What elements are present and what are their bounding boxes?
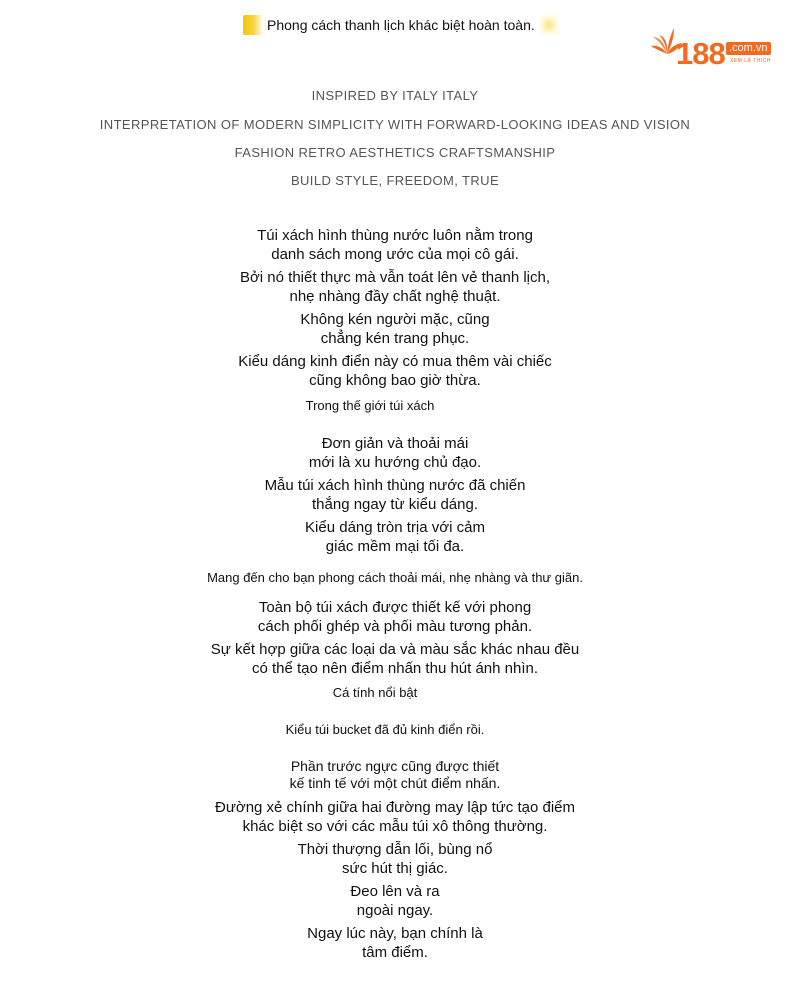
yellow-highlight-left (243, 15, 263, 35)
paragraph-line: Bởi nó thiết thực mà vẫn toát lên vẻ thanh lịch, (239, 269, 551, 286)
paragraph-line: Mẫu túi xách hình thùng nước đã chiến (264, 477, 526, 494)
paragraph-line: Đường xẻ chính giữa hai đường may lập tức tạo điểm (214, 799, 575, 816)
paragraph-line: Đeo lên và ra (350, 883, 440, 900)
paragraph-line: cũng không bao giờ thừa. (309, 372, 481, 389)
paragraph (0, 640, 790, 678)
subheading (0, 569, 790, 586)
paragraph-line: tâm điểm. (362, 944, 428, 961)
paragraph (0, 924, 790, 962)
subheading-text: Mang đến cho bạn phong cách thoải mái, nhẹ nhàng và thư giãn. (207, 570, 583, 585)
subheading-text: Trong thế giới túi xách (305, 398, 435, 413)
subheading-text: Cá tính nổi bật (332, 685, 418, 700)
paragraph-line: Kiểu dáng kinh điển này có mua thêm vài chiếc (238, 353, 552, 370)
paragraph-line: giác mềm mại tối đa. (325, 538, 465, 555)
paragraph (0, 840, 790, 878)
paragraph-line: danh sách mong ước của mọi cô gái. (271, 246, 519, 263)
paragraph-line: Toàn bộ túi xách được thiết kế với phong (258, 599, 532, 616)
paragraph-line: có thể tạo nên điểm nhấn thu hút ánh nhìn. (251, 660, 539, 677)
logo-domain: .com.vn (726, 42, 771, 55)
paragraph-line: nhẹ nhàng đầy chất nghệ thuật. (289, 288, 501, 305)
subheading (0, 397, 790, 414)
paragraph-line: sức hút thị giác. (342, 860, 448, 877)
subheading (0, 684, 790, 701)
paragraph (0, 598, 790, 636)
subheading-text: Kiểu túi bucket đã đủ kinh điển rồi. (285, 722, 485, 737)
subheading (0, 721, 790, 738)
paragraph-line: Đơn giản và thoải mái (321, 435, 469, 452)
logo-number: 188 (676, 36, 725, 71)
paragraph-line: Thời thượng dẫn lối, bùng nổ (297, 841, 493, 858)
headline (243, 14, 559, 36)
yellow-highlight-right (539, 15, 559, 35)
paragraph (0, 226, 790, 264)
paragraph (0, 476, 790, 514)
headline-text: Phong cách thanh lịch khác biệt hoàn toàn. (267, 17, 535, 33)
inspired-line-1: INSPIRED BY ITALY ITALY (311, 88, 479, 103)
paragraph-line: Phần trước ngực cũng được thiết (290, 758, 500, 774)
logo-188 (650, 22, 785, 72)
paragraph-line: Kiểu dáng tròn trịa với cảm (305, 519, 485, 536)
paragraph (0, 518, 790, 556)
paragraph-line: Không kén người mặc, cũng (300, 311, 490, 328)
paragraph-line: Ngay lúc này, bạn chính là (307, 925, 483, 942)
inspired-line-3: FASHION RETRO AESTHETICS CRAFTSMANSHIP (234, 145, 556, 160)
paragraph-line: ngoài ngay. (356, 902, 434, 919)
paragraph-line: mới là xu hướng chủ đạo. (308, 454, 482, 471)
inspired-line-2: INTERPRETATION OF MODERN SIMPLICITY WITH FORWARD-LOOKING IDEAS AND VISION (99, 117, 691, 132)
paragraph (0, 352, 790, 390)
paragraph (0, 798, 790, 836)
inspired-line-4: BUILD STYLE, FREEDOM, TRUE (290, 173, 500, 188)
paragraph-line: chẳng kén trang phục. (320, 330, 470, 347)
paragraph-line: cách phối ghép và phối màu tương phản. (257, 618, 533, 635)
paragraph (0, 882, 790, 920)
paragraph (0, 758, 790, 792)
article-body (0, 226, 790, 962)
paragraph-line: khác biệt so với các mẫu túi xô thông thường. (242, 818, 548, 835)
paragraph-line: thắng ngay từ kiểu dáng. (312, 496, 478, 513)
paragraph-line: Túi xách hình thùng nước luôn nằm trong (257, 227, 533, 244)
paragraph-line: kế tinh tế với một chút điểm nhấn. (289, 775, 501, 791)
logo-tagline: XEM LÀ THÍCH (730, 58, 771, 64)
paragraph (0, 434, 790, 472)
paragraph (0, 310, 790, 348)
paragraph (0, 268, 790, 306)
paragraph-line: Sự kết hợp giữa các loại da và màu sắc khác nhau đều (210, 641, 580, 658)
